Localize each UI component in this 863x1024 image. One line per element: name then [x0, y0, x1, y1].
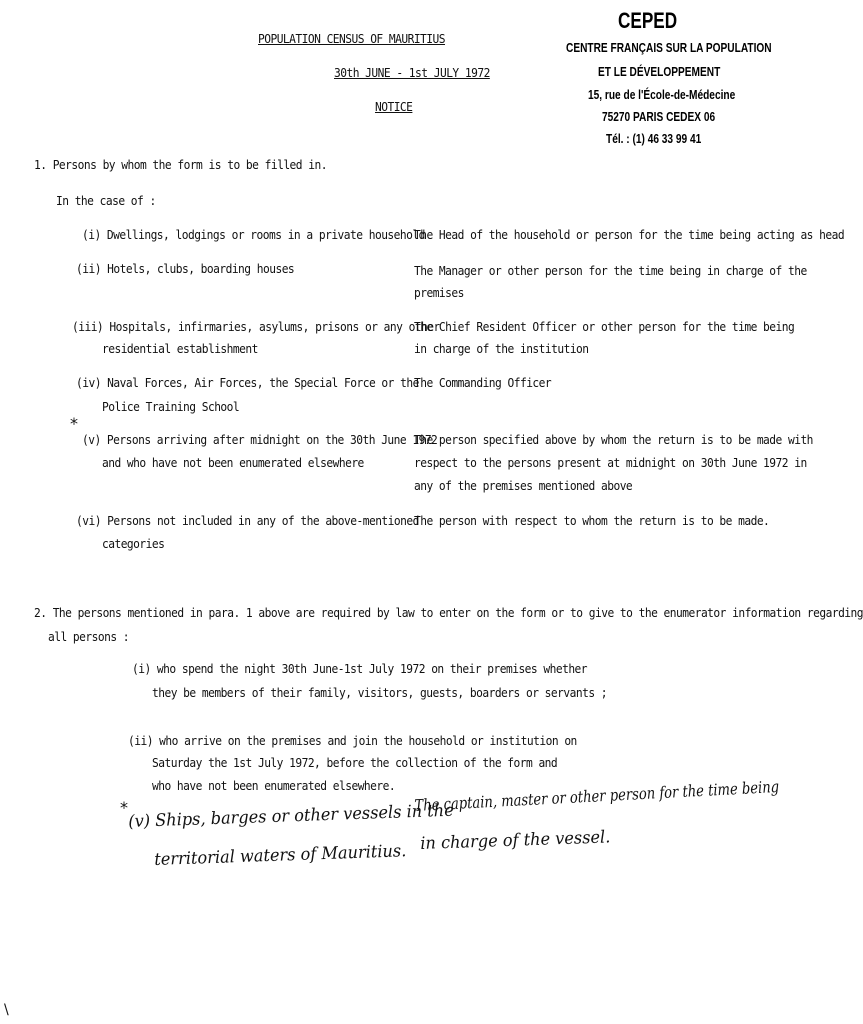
handwritten-category-cont: territorial waters of Mauritius.	[154, 841, 407, 870]
handwritten-responsible: The captain, master or other person for the time being	[414, 776, 780, 815]
case-category: (vi) Persons not included in any of the above-mentioned	[76, 513, 419, 528]
stamp-line-4: 75270 PARIS CEDEX 06	[602, 109, 716, 124]
case-responsible: The Head of the household or person for the time being acting as head	[414, 227, 845, 242]
asterisk-mark: *	[120, 798, 128, 817]
stamp-line-2: ET LE DÉVELOPPEMENT	[598, 64, 721, 79]
section2-item-line: (i) who spend the night 30th June-1st July 1972 on their premises whether	[132, 661, 588, 676]
section2-item-line: they be members of their family, visitors, guests, boarders or servants ;	[152, 685, 608, 700]
census-title: POPULATION CENSUS OF MAURITIUS	[258, 31, 446, 46]
case-responsible-cont: any of the premises mentioned above	[414, 478, 633, 493]
case-responsible: The Commanding Officer	[414, 375, 552, 390]
case-responsible: The person specified above by whom the return is to be made with	[414, 432, 813, 447]
notice-heading: NOTICE	[375, 99, 413, 114]
asterisk-mark: *	[70, 414, 78, 433]
case-responsible-cont: respect to the persons present at midnight on 30th June 1972 in	[414, 455, 807, 470]
case-category: (iii) Hospitals, infirmaries, asylums, prisons or any other	[72, 319, 440, 334]
stamp-name: CEPED	[618, 8, 678, 33]
case-responsible: The Manager or other person for the time being in charge of the	[414, 263, 807, 278]
handwritten-responsible-cont: in charge of the vessel.	[420, 827, 611, 854]
handwritten-category: (v) Ships, barges or other vessels in the	[128, 800, 455, 832]
case-responsible: The person with respect to whom the return is to be made.	[414, 513, 770, 528]
section2-item-line: Saturday the 1st July 1972, before the collection of the form and	[152, 755, 558, 770]
case-category: (ii) Hotels, clubs, boarding houses	[76, 261, 295, 276]
stamp-line-5: Tél. : (1) 46 33 99 41	[606, 131, 702, 146]
section1-intro: In the case of :	[56, 193, 156, 208]
case-responsible: The Chief Resident Officer or other person for the time being	[414, 319, 795, 334]
case-category-cont: categories	[102, 536, 165, 551]
case-responsible-cont: in charge of the institution	[414, 341, 589, 356]
stamp-line-1: CENTRE FRANÇAIS SUR LA POPULATION	[566, 40, 772, 55]
section2-heading-cont: all persons :	[48, 629, 130, 644]
case-category-cont: and who have not been enumerated elsewhere	[102, 455, 364, 470]
case-category: (i) Dwellings, lodgings or rooms in a private household	[82, 227, 425, 242]
case-category-cont: Police Training School	[102, 399, 240, 414]
stamp-line-3: 15, rue de l'École-de-Médecine	[588, 87, 736, 102]
case-responsible-cont: premises	[414, 285, 464, 300]
section2-item-line: who have not been enumerated elsewhere.	[152, 778, 396, 793]
case-category: (iv) Naval Forces, Air Forces, the Special Force or the	[76, 375, 419, 390]
section2-heading: 2. The persons mentioned in para. 1 above are required by law to enter on the form or to give to the enumerator information regarding	[34, 605, 863, 620]
section1-heading: 1. Persons by whom the form is to be filled in.	[34, 157, 327, 172]
census-dates: 30th JUNE - 1st JULY 1972	[334, 65, 490, 80]
section2-item-line: (ii) who arrive on the premises and join the household or institution on	[128, 733, 577, 748]
scan-tick-mark: \	[4, 1002, 9, 1018]
case-category: (v) Persons arriving after midnight on the 30th June 1972	[82, 432, 438, 447]
case-category-cont: residential establishment	[102, 341, 258, 356]
